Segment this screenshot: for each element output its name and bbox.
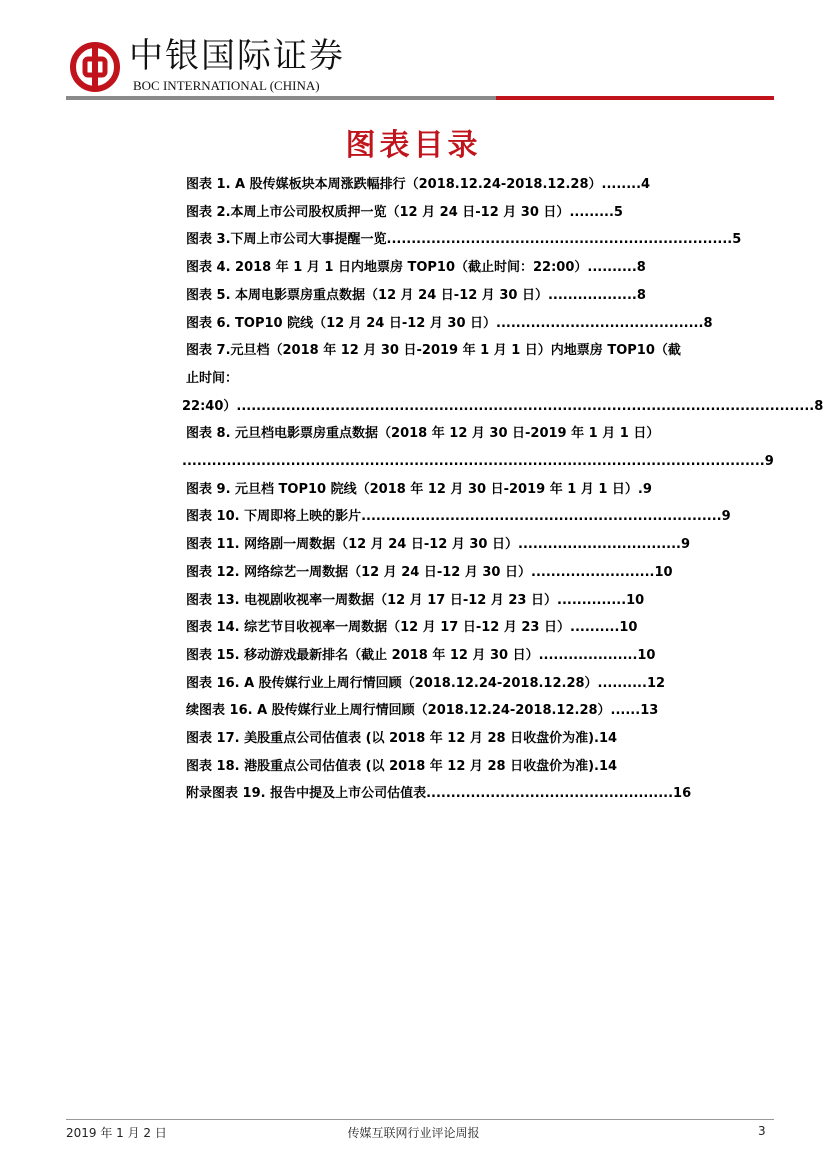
toc-entry-text: 图表 16. A 股传媒行业上周行情回顾（2018.12.24-2018.12.28）	[186, 675, 598, 691]
toc-entry[interactable]	[186, 780, 692, 808]
toc-leader-dots: .	[637, 481, 643, 497]
toc-leader-dots: ........	[601, 177, 642, 192]
toc-entry-text: 图表 8. 元旦档电影票房重点数据（2018 年 12 月 30 日-2019 年 1 月 1 日）	[186, 426, 660, 442]
toc-entry-text: 图表 18. 港股重点公司估值表 (以 2018 年 12 月 28 日收盘价为准)	[186, 758, 595, 774]
toc-entry-text: 图表 3.下周上市公司大事提醒一览	[186, 232, 387, 248]
toc-leader-dots: .........................	[531, 564, 655, 580]
toc-leader-dots: .	[594, 731, 599, 747]
page-header	[0, 0, 827, 104]
toc-leader-dots: ..........	[597, 675, 647, 691]
toc-page-number: 10	[654, 564, 673, 580]
toc-leader-dots: ..................................................	[426, 786, 674, 802]
toc-leader-dots: ..................	[547, 287, 637, 303]
toc-page-number: 10	[619, 620, 638, 636]
toc-entry-text: 图表 15. 移动游戏最新排名（截止 2018 年 12 月 30 日）	[186, 647, 539, 663]
footer-date: 2019 年 1 月 2 日	[66, 1126, 167, 1140]
header-rule-red	[496, 96, 774, 100]
toc-leader-dots: ......	[610, 703, 641, 719]
toc-entry[interactable]	[186, 614, 686, 642]
toc-entry-text: 图表 9. 元旦档 TOP10 院线（2018 年 12 月 30 日-2019 年 1 月 1 日）	[186, 481, 638, 497]
toc-page-number: 9	[642, 481, 652, 497]
toc-page-number: 9	[764, 454, 774, 470]
toc-entry[interactable]	[186, 171, 686, 199]
toc-entry[interactable]	[182, 337, 824, 420]
footer-page-number: 3	[758, 1124, 766, 1138]
toc-page-number: 14	[598, 758, 618, 774]
toc-page-number: 8	[703, 315, 713, 331]
toc-entry[interactable]	[186, 697, 686, 725]
toc-page-number: 10	[626, 592, 645, 608]
toc-leader-dots: ......................................................................	[386, 232, 733, 248]
toc-leader-dots: ......................................................................................................................	[182, 454, 765, 470]
footer-rule	[66, 1119, 774, 1120]
toc-page-number: 9	[721, 509, 731, 525]
toc-entry-text: 图表 4. 2018 年 1 月 1 日内地票房 TOP10（截止时间：22:00）	[186, 260, 588, 276]
toc-entry-text: 图表 2.本周上市公司股权质押一览（12 月 24 日-12 月 30 日）	[186, 204, 570, 220]
toc-entry[interactable]	[186, 587, 686, 615]
brand-name-cn: 中银国际证券	[129, 36, 345, 76]
header-rule-gray	[66, 96, 496, 100]
toc-entry[interactable]	[182, 420, 774, 475]
toc-entry-text: 续图表 16. A 股传媒行业上周行情回顾（2018.12.24-2018.12.28）	[186, 703, 611, 719]
toc-entry-text: 附录图表 19. 报告中提及上市公司估值表	[186, 786, 427, 802]
toc-page-number: 5	[732, 232, 742, 248]
toc-entry[interactable]	[186, 476, 686, 504]
toc-page-number: 14	[598, 731, 618, 747]
toc-page-number: 10	[637, 647, 656, 663]
toc-page-number: 13	[640, 703, 659, 719]
toc-page-number: 9	[680, 537, 691, 553]
toc-entry-text: 图表 13. 电视剧收视率一周数据（12 月 17 日-12 月 23 日）	[186, 592, 557, 608]
toc-leader-dots: ..........	[587, 260, 637, 276]
table-of-contents	[182, 171, 824, 808]
toc-entry[interactable]	[186, 559, 686, 587]
toc-leader-dots: .	[594, 758, 599, 774]
toc-leader-dots: .....................................................................................................................	[236, 398, 815, 414]
toc-leader-dots: ....................	[538, 647, 638, 663]
toc-entry[interactable]	[186, 282, 686, 310]
toc-entry-text: 图表 11. 网络剧一周数据（12 月 24 日-12 月 30 日）	[186, 537, 518, 553]
toc-entry-text: 图表 6. TOP10 院线（12 月 24 日-12 月 30 日）	[186, 315, 497, 331]
brand-name-en: BOC INTERNATIONAL (CHINA)	[133, 78, 320, 93]
toc-entry-line2	[182, 448, 774, 476]
toc-entry-line2	[182, 393, 824, 421]
toc-page-number: 8	[814, 398, 824, 414]
toc-page-number: 4	[641, 177, 651, 192]
toc-leader-dots: .........	[569, 204, 614, 220]
toc-page-number: 16	[673, 786, 692, 802]
toc-entry[interactable]	[186, 310, 713, 338]
toc-leader-dots: .........................................................................	[361, 509, 722, 525]
toc-entry[interactable]	[186, 226, 742, 254]
toc-entry-text: 图表 10. 下周即将上映的影片	[186, 509, 362, 525]
toc-leader-dots: .................................	[518, 537, 681, 553]
toc-entry[interactable]	[186, 199, 686, 227]
toc-page-number: 8	[636, 260, 646, 276]
boc-logo-icon	[70, 42, 120, 92]
toc-entry-text: 图表 1. A 股传媒板块本周涨跌幅排行（2018.12.24-2018.12.28）	[186, 177, 602, 192]
toc-entry-text-cont: 22:40）	[182, 398, 237, 414]
toc-entry[interactable]	[186, 503, 731, 531]
toc-page-number: 8	[636, 287, 646, 303]
toc-entry-text: 图表 12. 网络综艺一周数据（12 月 24 日-12 月 30 日）	[186, 564, 531, 580]
toc-entry[interactable]	[186, 531, 691, 559]
toc-entry[interactable]	[186, 753, 686, 781]
page-title: 图表目录	[345, 128, 482, 163]
toc-entry-text: 图表 5. 本周电影票房重点数据（12 月 24 日-12 月 30 日）	[186, 287, 548, 303]
footer-report-title: 传媒互联网行业评论周报	[347, 1126, 480, 1140]
toc-entry-text: 图表 7.元旦档（2018 年 12 月 30 日-2019 年 1 月 1 日）内地票房 TOP10（截止时间：	[186, 343, 681, 386]
toc-entry-text: 图表 17. 美股重点公司估值表 (以 2018 年 12 月 28 日收盘价为准)	[186, 731, 595, 747]
toc-entry-text: 图表 14. 综艺节目收视率一周数据（12 月 17 日-12 月 23 日）	[186, 620, 570, 636]
toc-entry[interactable]	[186, 642, 686, 670]
toc-entry[interactable]	[186, 670, 686, 698]
toc-page-number: 12	[646, 675, 666, 691]
toc-leader-dots: ..............	[557, 592, 627, 608]
toc-leader-dots: ..........	[570, 620, 620, 636]
toc-entry[interactable]	[186, 725, 686, 753]
toc-page-number: 5	[613, 204, 623, 220]
toc-entry[interactable]	[186, 254, 686, 282]
toc-leader-dots: ..........................................	[496, 315, 704, 331]
